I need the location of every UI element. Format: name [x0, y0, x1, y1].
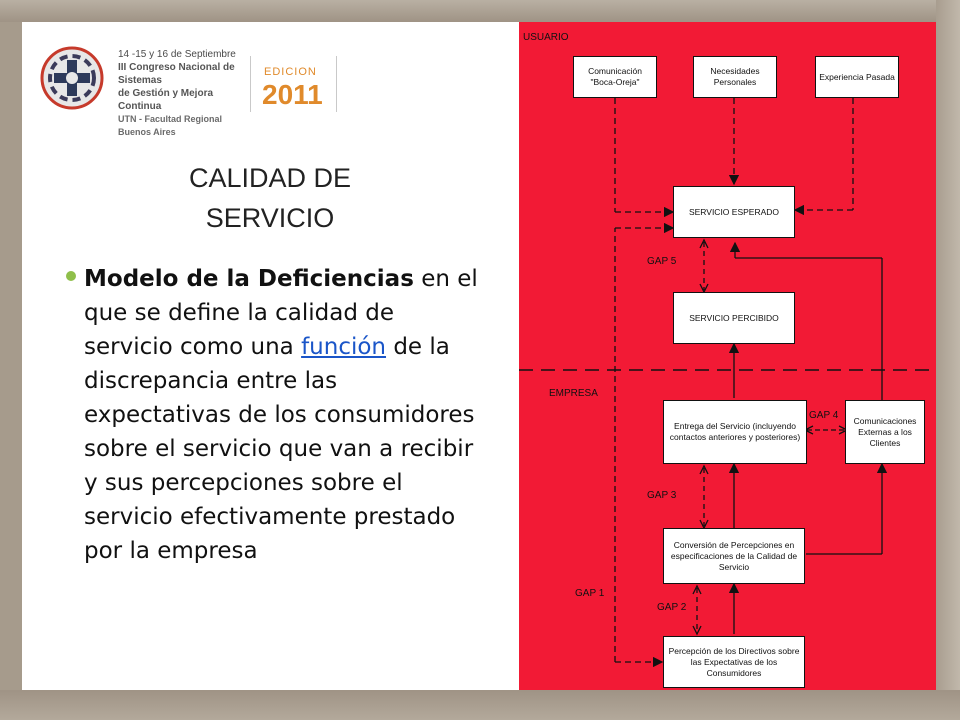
utn-logo-icon — [40, 46, 104, 110]
frame-bottom — [0, 690, 960, 720]
funcion-link[interactable]: función — [301, 334, 387, 360]
gap2-label: GAP 2 — [657, 602, 687, 613]
gap3-label: GAP 3 — [647, 490, 677, 501]
box-necesidades-personales: Necesidades Personales — [693, 56, 777, 98]
gap4-label: GAP 4 — [809, 410, 839, 421]
bullet-text-1: en el que se define la calidad de servicio como una — [84, 266, 478, 360]
bullet-paragraph — [84, 262, 484, 568]
gap5-label: GAP 5 — [647, 256, 677, 267]
logo-line-dates: 14 -15 y 16 de Septiembre — [118, 49, 236, 60]
bullet-text-2: de la discrepancia entre las expectativas de los consumidores sobre el servicio que van a recibir y sus percepciones sobre el servicio efectivamente prestado por la empresa — [84, 334, 475, 564]
gap1-label: GAP 1 — [575, 588, 605, 599]
congress-logo — [36, 36, 346, 137]
logo-line-utn: UTN - Facultad Regional Buenos Aires — [118, 114, 223, 137]
box-comunicacion-boca-oreja: Comunicación "Boca-Oreja" — [573, 56, 657, 98]
box-comunicaciones-externas: Comunicaciones Externas a los Clientes — [845, 400, 925, 464]
box-servicio-esperado: SERVICIO ESPERADO — [673, 186, 795, 238]
box-conversion-percepciones: Conversión de Percepciones en especificaciones de la Calidad de Servicio — [663, 528, 805, 584]
gap-model-diagram — [519, 22, 936, 690]
slide-title — [130, 158, 410, 238]
logo-line-gestion: de Gestión y Mejora Continua — [118, 88, 214, 112]
logo-line-congress: III Congreso Nacional de Sistemas — [118, 62, 235, 86]
slide-title-line1: CALIDAD DE — [188, 163, 352, 193]
bullet-icon — [66, 271, 76, 281]
frame-top — [0, 0, 960, 22]
frame-right — [936, 0, 960, 720]
box-percepcion-directivos: Percepción de los Directivos sobre las Expectativas de los Consumidores — [663, 636, 805, 688]
empresa-label: EMPRESA — [549, 388, 598, 399]
logo-divider-2 — [336, 56, 337, 112]
edition-label: EDICION — [264, 66, 317, 78]
box-experiencia-pasada: Experiencia Pasada — [815, 56, 899, 98]
box-entrega-servicio: Entrega del Servicio (incluyendo contactos anteriores y posteriores) — [663, 400, 807, 464]
slide-title-line2: SERVICIO — [205, 203, 335, 233]
usuario-label: USUARIO — [523, 32, 569, 43]
box-servicio-percibido: SERVICIO PERCIBIDO — [673, 292, 795, 344]
edition-year: 2011 — [262, 79, 323, 110]
bullet-bold-term: Modelo de la Deficiencias — [84, 266, 414, 292]
logo-divider — [250, 56, 251, 112]
